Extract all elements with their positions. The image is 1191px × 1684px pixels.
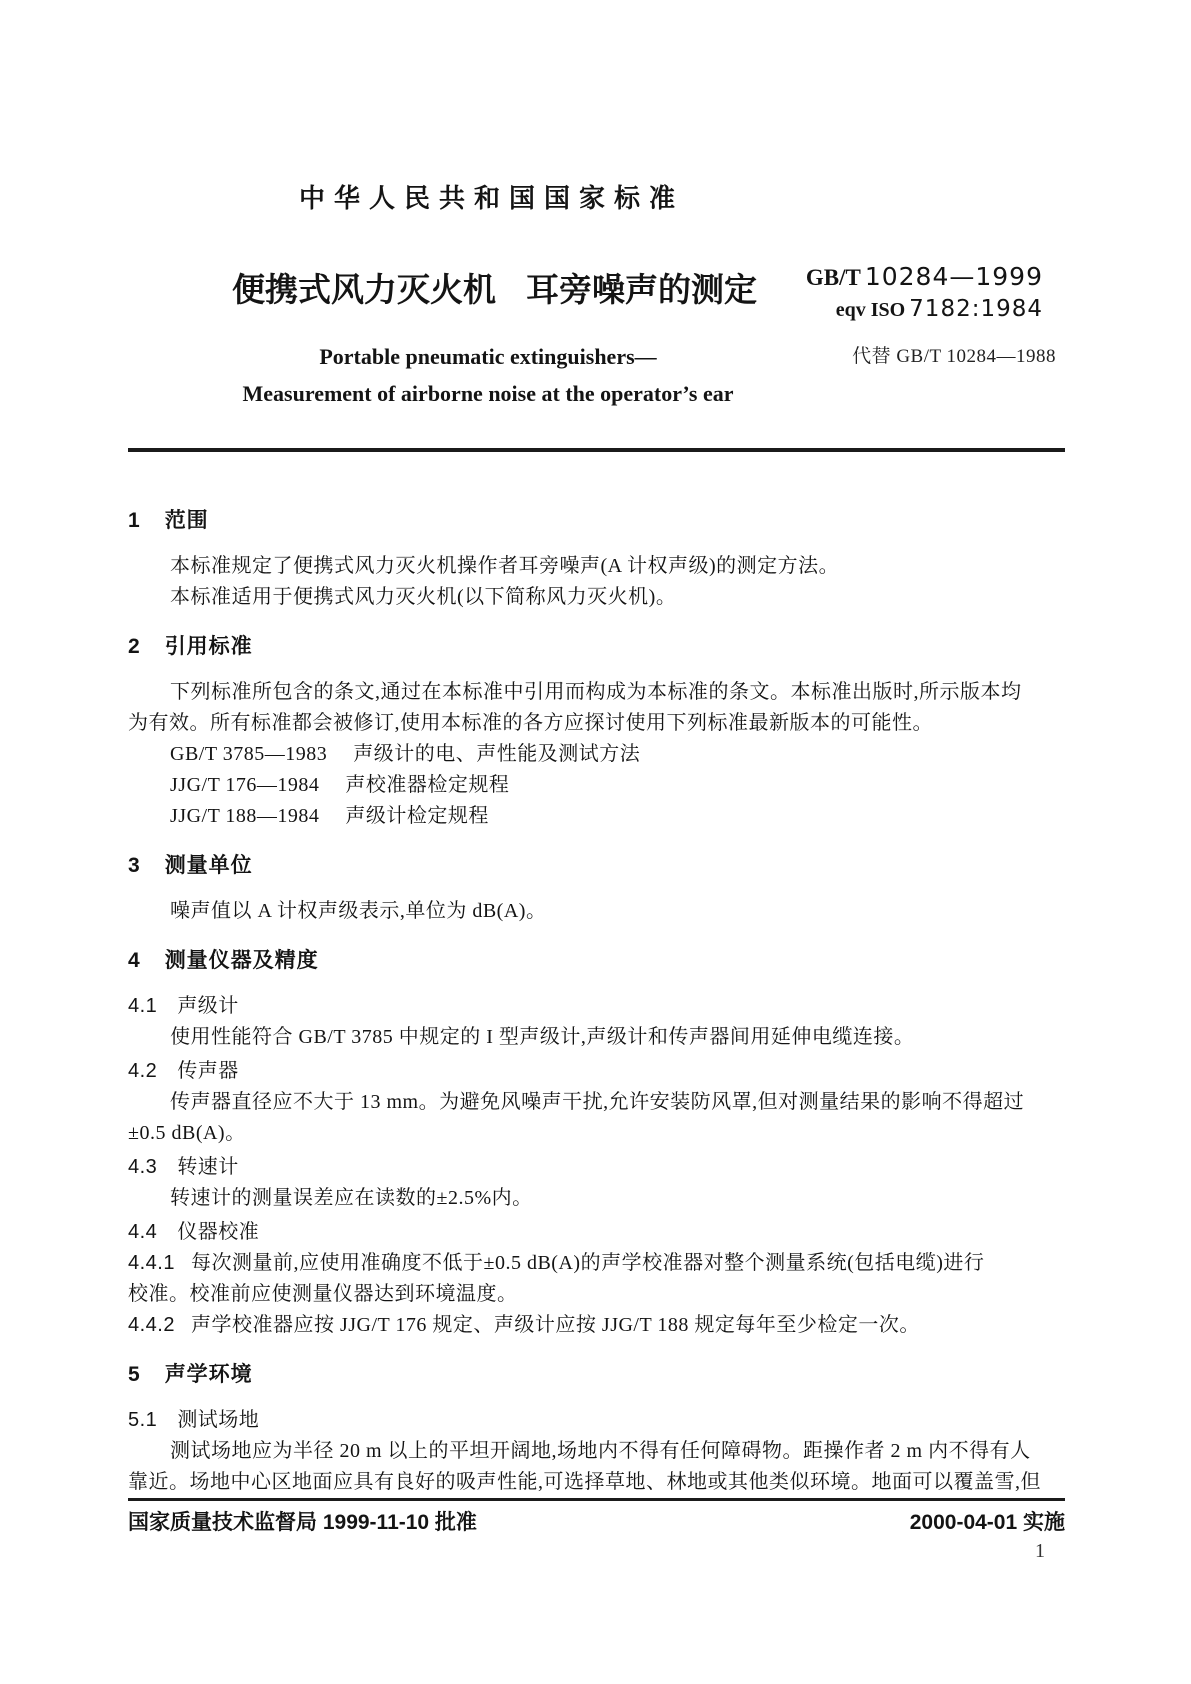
body-line [128, 551, 1065, 582]
body-line [128, 896, 1065, 927]
section-heading [128, 1359, 1065, 1390]
section-heading [128, 850, 1065, 881]
subsection-title: 传声器 [177, 1060, 239, 1082]
body-line [128, 1279, 1065, 1310]
section-number: 3 [128, 854, 141, 877]
body-line [128, 677, 1065, 708]
reference-code: JJG/T 176—1984 [170, 774, 320, 796]
approval-note: 国家质量技术监督局 1999-11-10 批准 [128, 1511, 477, 1534]
eqv-label: eqv ISO [835, 299, 906, 321]
reference-item [128, 770, 1065, 801]
line-text: 转速计的测量误差应在读数的±2.5%内。 [170, 1187, 533, 1209]
line-text: 下列标准所包含的条文,通过在本标准中引用而构成为本标准的条文。本标准出版时,所示版本均 [170, 681, 1022, 703]
line-text: 传声器直径应不大于 13 mm。为避免风噪声干扰,允许安装防风罩,但对测量结果的影响不得超过 [170, 1091, 1025, 1113]
reference-item [128, 739, 1065, 770]
subsection-title: 转速计 [177, 1156, 239, 1178]
document-title-zh [232, 264, 757, 311]
standard-number-line [806, 262, 1043, 295]
body-line [128, 582, 1065, 613]
standard-code-label: GB/T [805, 265, 861, 290]
reference-title: 声级计的电、声性能及测试方法 [353, 743, 641, 765]
section-number: 5 [128, 1363, 141, 1386]
subsection-number: 4.3 [128, 1156, 158, 1178]
title-en-line-1: Portable pneumatic extinguishers— [319, 344, 657, 369]
subsection-title: 声级计 [177, 995, 239, 1017]
line-text: 本标准适用于便携式风力灭火机(以下简称风力灭火机)。 [170, 586, 677, 608]
title-en-line-2: Measurement of airborne noise at the operator’s ear [242, 381, 734, 406]
page-number: 1 [1035, 1540, 1045, 1562]
section-heading [128, 631, 1065, 662]
reference-item [128, 801, 1065, 832]
eqv-number: 7182:1984 [909, 296, 1043, 322]
section-title: 测量单位 [164, 854, 253, 877]
standard-id-block [806, 262, 1043, 326]
title-part-2: 耳旁噪声的测定 [526, 271, 757, 308]
section-heading [128, 945, 1065, 976]
reference-title: 声校准器检定规程 [345, 774, 510, 796]
body-line [128, 1022, 1065, 1053]
clause-line [128, 1248, 1065, 1279]
standard-number: 10284—1999 [864, 262, 1043, 291]
body-line [128, 1087, 1065, 1118]
subsection-heading [128, 1056, 1065, 1087]
replaces-note: 代替 GB/T 10284—1988 [852, 346, 1056, 367]
subsection-heading [128, 1152, 1065, 1183]
section-title: 声学环境 [164, 1363, 253, 1386]
section-number: 1 [128, 509, 141, 532]
footer [128, 1508, 1065, 1538]
reference-code: GB/T 3785—1983 [170, 743, 328, 765]
section-title: 范围 [164, 509, 209, 532]
reference-title: 声级计检定规程 [345, 805, 489, 827]
equivalent-iso-line [806, 295, 1043, 326]
document-body [128, 487, 1065, 1498]
section-number: 4 [128, 949, 141, 972]
body-line [128, 1467, 1065, 1498]
line-text: 每次测量前,应使用准确度不低于±0.5 dB(A)的声学校准器对整个测量系统(包括电缆)进行 [190, 1252, 985, 1274]
section-number: 2 [128, 635, 141, 658]
line-text: 测试场地应为半径 20 m 以上的平坦开阔地,场地内不得有任何障碍物。距操作者 2 m 内不得有人 [170, 1440, 1031, 1462]
implementation-note: 2000-04-01 实施 [909, 1511, 1065, 1534]
body-line [128, 1183, 1065, 1214]
subsection-number: 4.1 [128, 995, 158, 1017]
line-text: 本标准规定了便携式风力灭火机操作者耳旁噪声(A 计权声级)的测定方法。 [170, 555, 840, 577]
national-standard-header: 中华人民共和国国家标准 [299, 183, 685, 213]
subsection-title: 测试场地 [177, 1409, 260, 1431]
body-line [128, 1436, 1065, 1467]
footer-divider-rule [128, 1498, 1065, 1501]
line-text: 声学校准器应按 JJG/T 176 规定、声级计应按 JJG/T 188 规定每年至少检定一次。 [190, 1314, 920, 1336]
subsection-number: 4.2 [128, 1060, 158, 1082]
line-text: 靠近。场地中心区地面应具有良好的吸声性能,可选择草地、林地或其他类似环境。地面可以覆盖雪,但 [128, 1471, 1041, 1493]
subsection-heading [128, 991, 1065, 1022]
section-heading [128, 505, 1065, 536]
body-line [128, 1118, 1065, 1149]
line-text: 噪声值以 A 计权声级表示,单位为 dB(A)。 [170, 900, 547, 922]
clause-number: 4.4.2 [128, 1314, 175, 1336]
section-title: 引用标准 [164, 635, 253, 658]
subsection-number: 5.1 [128, 1409, 158, 1431]
clause-number: 4.4.1 [128, 1252, 175, 1274]
line-text: ±0.5 dB(A)。 [128, 1122, 246, 1144]
subsection-title: 仪器校准 [177, 1221, 260, 1243]
subsection-heading [128, 1405, 1065, 1436]
section-title: 测量仪器及精度 [164, 949, 319, 972]
reference-code: JJG/T 188—1984 [170, 805, 320, 827]
line-text: 使用性能符合 GB/T 3785 中规定的 I 型声级计,声级计和传声器间用延伸电缆连接。 [170, 1026, 915, 1048]
line-text: 为有效。所有标准都会被修订,使用本标准的各方应探讨使用下列标准最新版本的可能性。 [128, 712, 933, 734]
clause-line [128, 1310, 1065, 1341]
document-title-en [186, 338, 790, 412]
line-text: 校准。校准前应使测量仪器达到环境温度。 [128, 1283, 518, 1305]
subsection-number: 4.4 [128, 1221, 158, 1243]
title-part-1: 便携式风力灭火机 [232, 271, 496, 308]
subsection-heading [128, 1217, 1065, 1248]
body-line [128, 708, 1065, 739]
title-divider-rule [128, 448, 1065, 452]
